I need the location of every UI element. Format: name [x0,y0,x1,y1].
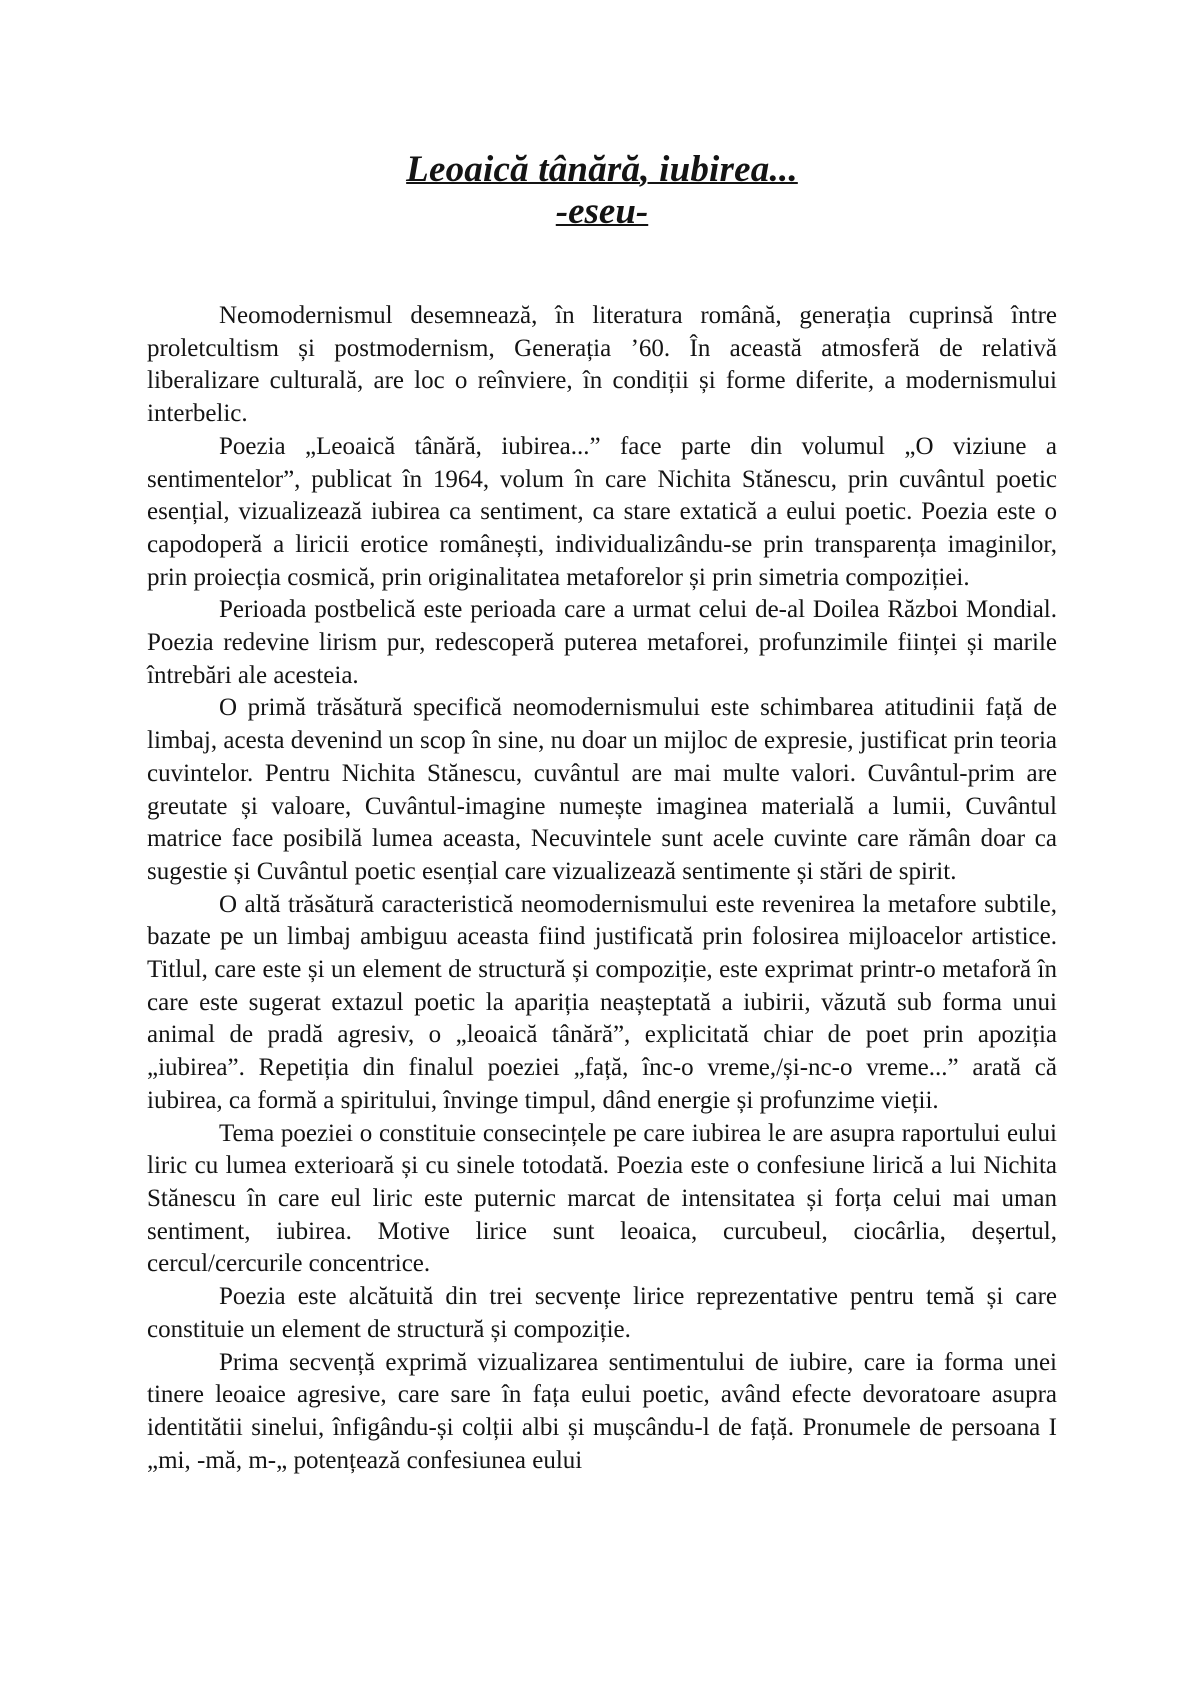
essay-body [147,300,1057,1477]
paragraph-4: O primă trăsătură specifică neomodernismului este schimbarea atitudinii față de limbaj, acesta devenind un scop în sine, nu doar un mijloc de expresie, justificat prin teoria cuvintelor. Pentru Nichita Stănescu, cuvântul are mai multe valori. Cuvântul-prim are greutate și valoare, Cuvântul-imagine numește imaginea materială a lumii, Cuvântul matrice face posibilă lumea aceasta, Necuvintele sunt acele cuvinte care rămân doar ca sugestie și Cuvântul poetic esențial care vizualizează sentimente și stări de spirit. [147,694,1057,885]
essay-subtitle: -eseu- [555,191,649,232]
paragraph-2: Poezia „Leoaică tânără, iubirea...” face parte din volumul „O viziune a sentimentelor”, publicat în 1964, volum în care Nichita Stănescu, prin cuvântul poetic esențial, vizualizează iubirea ca sentiment, ca stare extatică a eului poetic. Poezia este o capodoperă a liricii erotice românești, individualizându-se prin transparența imaginilor, prin proiecția cosmică, prin originalitatea metaforelor și prin simetria compoziției. [147,432,1057,591]
paragraph-8: Prima secvență exprimă vizualizarea sentimentului de iubire, care ia forma unei tinere leoaice agresive, care sare în fața eului poetic, având efecte devoratoare asupra identitătii sinelui, înfigându-și colții albi și mușcându-l de față. Pronumele de persoana I „mi, -mă, m-„ potențează confesiunea eului [147,1348,1057,1474]
paragraph-1: Neomodernismul desemnează, în literatura română, generația cuprinsă între proletcultism și postmodernism, Generația ’60. În această atmosferă de relativă liberalizare culturală, are loc o reînviere, în condiții și forme diferite, a modernismului interbelic. [147,302,1057,428]
paragraph-5: O altă trăsătură caracteristică neomodernismului este revenirea la metafore subtile, bazate pe un limbaj ambiguu aceasta fiind justificată prin folosirea mijloacelor artistice. Titlul, care este și un element de structură și compoziție, este exprimat printr-o metaforă în care este sugerat extazul poetic la apariția neașteptată a iubirii, văzută sub forma unui animal de pradă agresiv, o „leoaică tânără”, explicitată chiar de poet prin apoziția „iubirea”. Repetiția din finalul poeziei „față, înc-o vreme,/și-nc-o vreme...” arată că iubirea, ca formă a spiritului, învinge timpul, dând energie și profunzime vieții. [147,890,1057,1114]
paragraph-6: Tema poeziei o constituie consecințele pe care iubirea le are asupra raportului eului liric cu lumea exterioară și cu sinele totodată. Poezia este o confesiune lirică a lui Nichita Stănescu în care eul liric este puternic marcat de intensitatea și forța celui mai uman sentiment, iubirea. Motive lirice sunt leoaica, curcubeul, ciocârlia, deșertul, cercul/cercurile concentrice. [147,1119,1057,1278]
document-page [147,150,1057,1477]
paragraph-7: Poezia este alcătuită din trei secvențe lirice reprezentative pentru temă și care constituie un element de structură și compoziție. [147,1283,1057,1343]
paragraph-3: Perioada postbelică este perioada care a urmat celui de-al Doilea Război Mondial. Poezia redevine lirism pur, redescoperă puterea metaforei, profunzimile ființei și marile întrebări ale acesteia. [147,596,1057,689]
essay-title: Leoaică tânără, iubirea... [406,149,798,190]
